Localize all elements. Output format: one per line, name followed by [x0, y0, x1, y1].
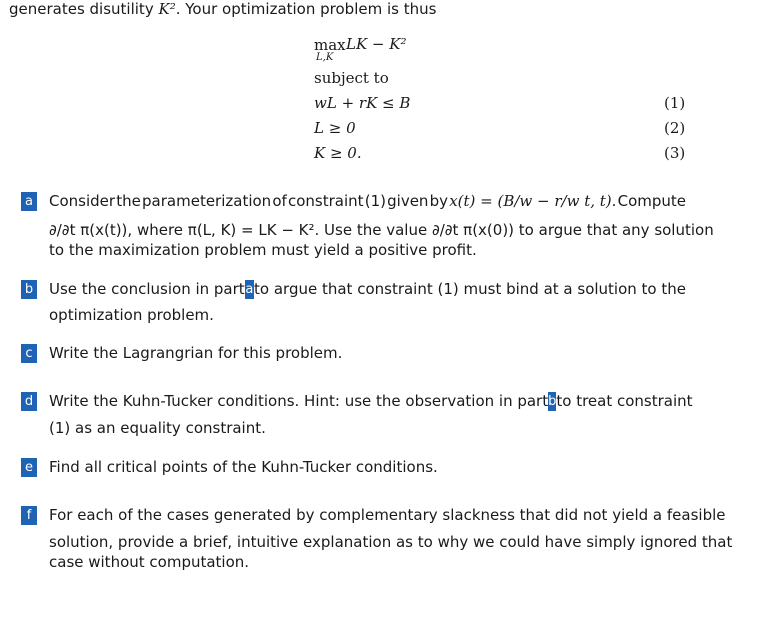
objective: LK − K²	[346, 35, 407, 53]
part-e-label: e	[21, 458, 37, 477]
part-b-line-2: optimization problem.	[49, 306, 214, 324]
part-a-line-2: ∂/∂t π(x(t)), where π(L, K) = LK − K². Use the value ∂/∂t π(x(0)) to argue that any solution	[49, 221, 714, 239]
part-a-line-3: to the maximization problem must yield a positive profit.	[49, 241, 477, 259]
constraint-3: K ≥ 0.	[314, 144, 362, 162]
part-f-line-3: case without computation.	[49, 553, 250, 571]
part-b-line-1: Use the conclusion in part a to argue that constraint (1) must bind at a solution to the	[49, 280, 686, 298]
part-b-label: b	[21, 280, 37, 299]
constraint-1-tag: (1)	[664, 94, 686, 112]
constraint-1: wL + rK ≤ B	[314, 94, 411, 112]
objective-sub: L,K	[316, 52, 334, 63]
subject-to: subject to	[314, 69, 389, 87]
objective-op: max	[314, 36, 346, 54]
constraint-2-tag: (2)	[664, 119, 686, 137]
part-f-line-2: solution, provide a brief, intuitive explanation as to why we could have simply ignored that	[49, 533, 733, 551]
intro-line	[9, 0, 436, 18]
part-d-line-1: Write the Kuhn-Tucker conditions. Hint: use the observation in part b to treat constraint	[49, 392, 693, 410]
constraint-2: L ≥ 0	[314, 119, 356, 137]
part-a-label: a	[21, 192, 37, 211]
part-c-text: Write the Lagrangrian for this problem.	[49, 344, 343, 362]
intro-symbol: K²	[158, 0, 176, 18]
part-e-text: Find all critical points of the Kuhn-Tucker conditions.	[49, 458, 438, 476]
part-d-label: d	[21, 392, 37, 411]
intro-text: generates disutility	[9, 0, 154, 18]
part-b-ref-a[interactable]: a	[245, 282, 254, 297]
intro-tail: . Your optimization problem is thus	[175, 0, 437, 18]
part-d-ref-b[interactable]: b	[548, 394, 557, 409]
part-c-label: c	[21, 344, 37, 363]
part-d-line-2: (1) as an equality constraint.	[49, 419, 266, 437]
parameterization: x(t) = (B/w − r/w t, t).	[449, 192, 617, 210]
part-f-line-1: For each of the cases generated by complementary slackness that did not yield a feasible	[49, 506, 726, 524]
part-a-line-1: Consider the parameterization of constraint (1) given by x(t) = (B/w − r/w t, t). Compute	[49, 192, 686, 210]
constraint-3-tag: (3)	[664, 144, 686, 162]
part-f-label: f	[21, 506, 37, 525]
